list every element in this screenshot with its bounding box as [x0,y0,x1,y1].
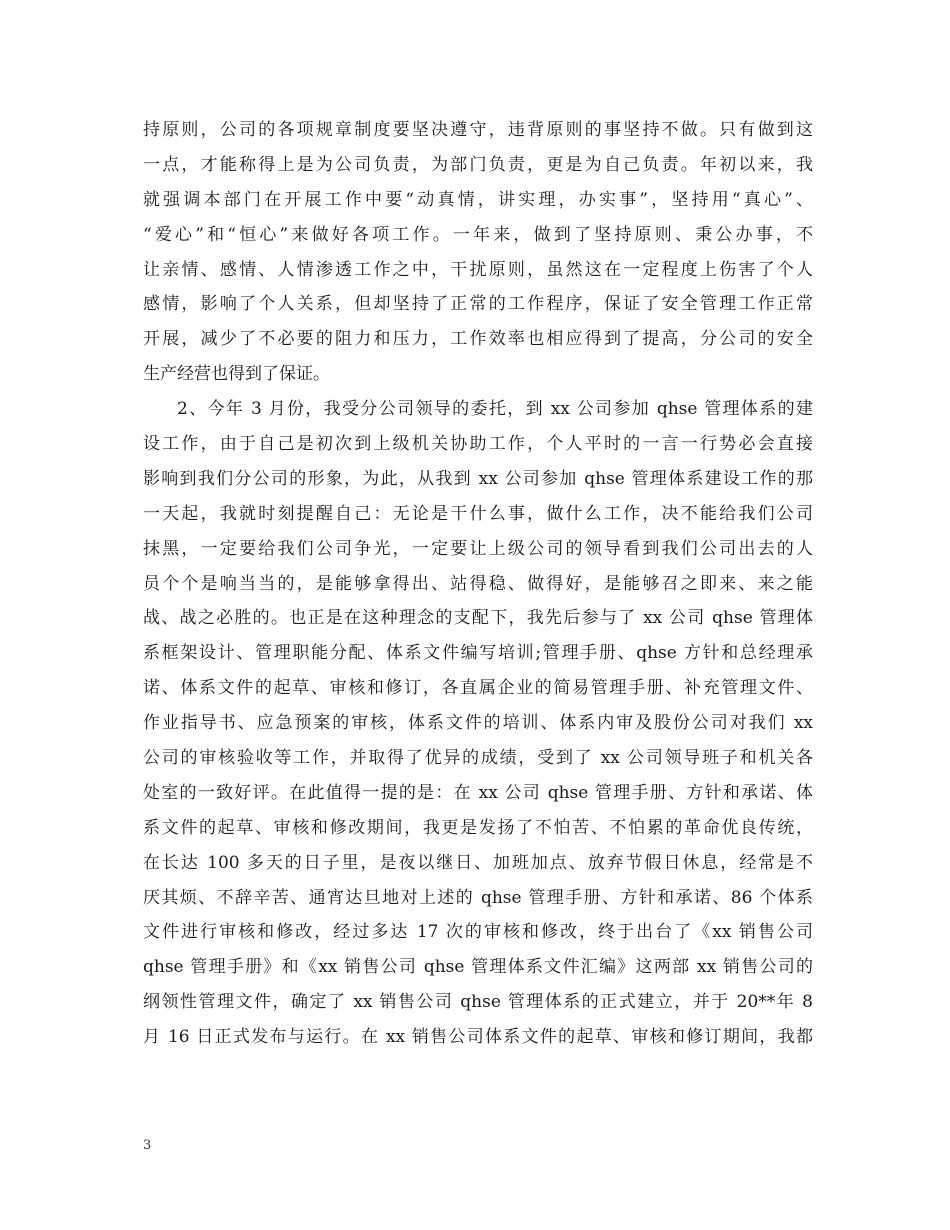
text-line: 让亲情、感情、人情渗透工作之中，干扰原则，虽然这在一定程度上伤害了个人 [143,259,813,280]
body-text [143,113,813,1055]
page-number: 3 [143,1138,152,1153]
text-line: 一天起，我就时刻提醒自己：无论是干什么事，做什么工作，决不能给我们公司 [143,503,813,524]
text-line: 2、今年 3 月份，我受分公司领导的委托，到 xx 公司参加 qhse 管理体系的建 [177,399,813,420]
text-line: 厌其烦、不辞辛苦、通宵达旦地对上述的 qhse 管理手册、方针和承诺、86 个体系 [143,887,813,908]
text-line: 生产经营也得到了保证。 [143,364,330,385]
text-line: 感情，影响了个人关系，但却坚持了正常的工作程序，保证了安全管理工作正常 [143,294,813,315]
text-line: 影响到我们分公司的形象，为此，从我到 xx 公司参加 qhse 管理体系建设工作的那 [143,468,813,489]
text-line: 员个个是响当当的，是能够拿得出、站得稳、做得好，是能够召之即来、来之能 [143,573,813,594]
text-line: 就强调本部门在开展工作中要“动真情，讲实理，办实事”，坚持用“真心”、 [143,189,813,210]
text-line: 战、战之必胜的。也正是在这种理念的支配下，我先后参与了 xx 公司 qhse 管理体 [143,608,813,629]
text-line: 开展，减少了不必要的阻力和压力，工作效率也相应得到了提高，分公司的安全 [143,329,813,350]
text-line: 纲领性管理文件，确定了 xx 销售公司 qhse 管理体系的正式建立，并于 20**年 8 [143,992,813,1013]
text-line: 持原则，公司的各项规章制度要坚决遵守，违背原则的事坚持不做。只有做到这 [143,120,813,140]
text-line: 处室的一致好评。在此值得一提的是：在 xx 公司 qhse 管理手册、方针和承诺、体 [143,782,813,803]
text-line: “爱心”和“恒心”来做好各项工作。一年来，做到了坚持原则、秉公办事，不 [143,224,813,245]
text-line: 月 16 日正式发布与运行。在 xx 销售公司体系文件的起草、审核和修订期间，我都 [143,1027,813,1048]
text-line: 公司的审核验收等工作，并取得了优异的成绩，受到了 xx 公司领导班子和机关各 [143,748,813,769]
text-line: 诺、体系文件的起草、审核和修订，各直属企业的简易管理手册、补充管理文件、 [143,678,813,699]
text-line: qhse 管理手册》和《xx 销售公司 qhse 管理体系文件汇编》这两部 xx 销售公司的 [143,957,813,978]
text-line: 一点，才能称得上是为公司负责，为部门负责，更是为自己负责。年初以来，我 [143,154,813,175]
text-line: 系框架设计、管理职能分配、体系文件编写培训;管理手册、qhse 方针和总经理承 [143,643,813,664]
text-line: 在长达 100 多天的日子里，是夜以继日、加班加点、放弃节假日休息，经常是不 [143,852,813,873]
text-line: 系文件的起草、审核和修改期间，我更是发扬了不怕苦、不怕累的革命优良传统， [143,817,813,838]
text-line: 抹黑，一定要给我们公司争光，一定要让上级公司的领导看到我们公司出去的人 [143,538,813,559]
text-line: 作业指导书、应急预案的审核，体系文件的培训、体系内审及股份公司对我们 xx [143,713,813,734]
text-line: 文件进行审核和修改，经过多达 17 次的审核和修改，终于出台了《xx 销售公司 [143,922,813,943]
text-line: 设工作，由于自己是初次到上级机关协助工作，个人平时的一言一行势必会直接 [143,434,813,455]
